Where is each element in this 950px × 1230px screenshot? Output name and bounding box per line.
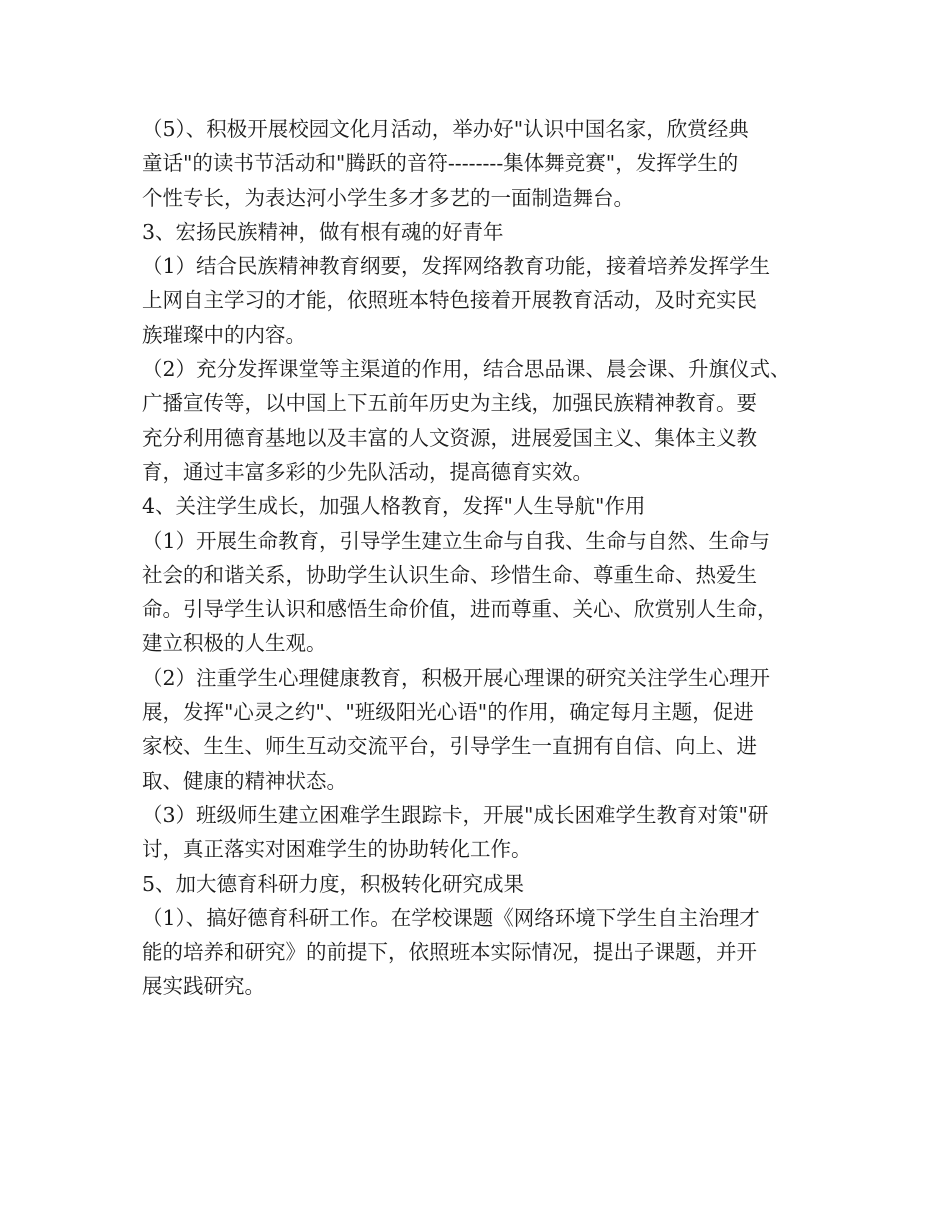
text-line: 能的培养和研究》的前提下，依照班本实际情况，提出子课题，并开	[142, 940, 757, 965]
text-line: （1）开展生命教育，引导学生建立生命与自我、生命与自然、生命与	[142, 528, 771, 553]
section-heading: 3、宏扬民族精神，做有根有魂的好青年	[142, 219, 504, 244]
text-line: （2）充分发挥课堂等主渠道的作用，结合思品课、晨会课、升旗仪式、	[142, 357, 791, 382]
text-line: 社会的和谐关系，协助学生认识生命、珍惜生命、尊重生命、热爱生	[142, 562, 757, 587]
text-line: 广播宣传等，以中国上下五前年历史为主线，加强民族精神教育。要	[142, 391, 757, 416]
text-line: 族璀璨中的内容。	[142, 322, 306, 347]
section-heading: 5、加大德育科研力度，积极转化研究成果	[142, 871, 525, 896]
text-line: 童话"的读书节活动和"腾跃的音符--------集体舞竞赛"，发挥学生的	[142, 151, 739, 176]
text-line: 充分利用德育基地以及丰富的人文资源，进展爱国主义、集体主义教	[142, 425, 757, 450]
text-line: 家校、生生、师生互动交流平台，引导学生一直拥有自信、向上、进	[142, 734, 757, 759]
text-line: 育，通过丰富多彩的少先队活动，提高德育实效。	[142, 459, 593, 484]
text-line: 取、健康的精神状态。	[142, 768, 347, 793]
text-line: 上网自主学习的才能，依照班本特色接着开展教育活动，及时充实民	[142, 288, 757, 313]
text-line: 展实践研究。	[142, 974, 265, 999]
text-line: （3）班级师生建立困难学生跟踪卡，开展"成长困难学生教育对策"研	[142, 802, 769, 827]
text-line: （2）注重学生心理健康教育，积极开展心理课的研究关注学生心理开	[142, 665, 771, 690]
text-line: 讨，真正落实对困难学生的协助转化工作。	[142, 837, 532, 862]
document-body	[142, 112, 832, 1004]
section-heading: 4、关注学生成长，加强人格教育，发挥"人生导航"作用	[142, 494, 646, 519]
text-line: （1）结合民族精神教育纲要，发挥网络教育功能，接着培养发挥学生	[142, 254, 771, 279]
text-line: 建立积极的人生观。	[142, 631, 327, 656]
text-line: 个性专长，为表达河小学生多才多艺的一面制造舞台。	[142, 185, 634, 210]
text-line: （1）、搞好德育科研工作。在学校课题《网络环境下学生自主治理才	[142, 905, 760, 930]
text-line: 命。引导学生认识和感悟生命价值，进而尊重、关心、欣赏别人生命，	[142, 597, 778, 622]
text-line: 展，发挥"心灵之约"、"班级阳光心语"的作用，确定每月主题，促进	[142, 700, 754, 725]
text-line: （5）、积极开展校园文化月活动，举办好"认识中国名家，欣赏经典	[142, 117, 749, 141]
